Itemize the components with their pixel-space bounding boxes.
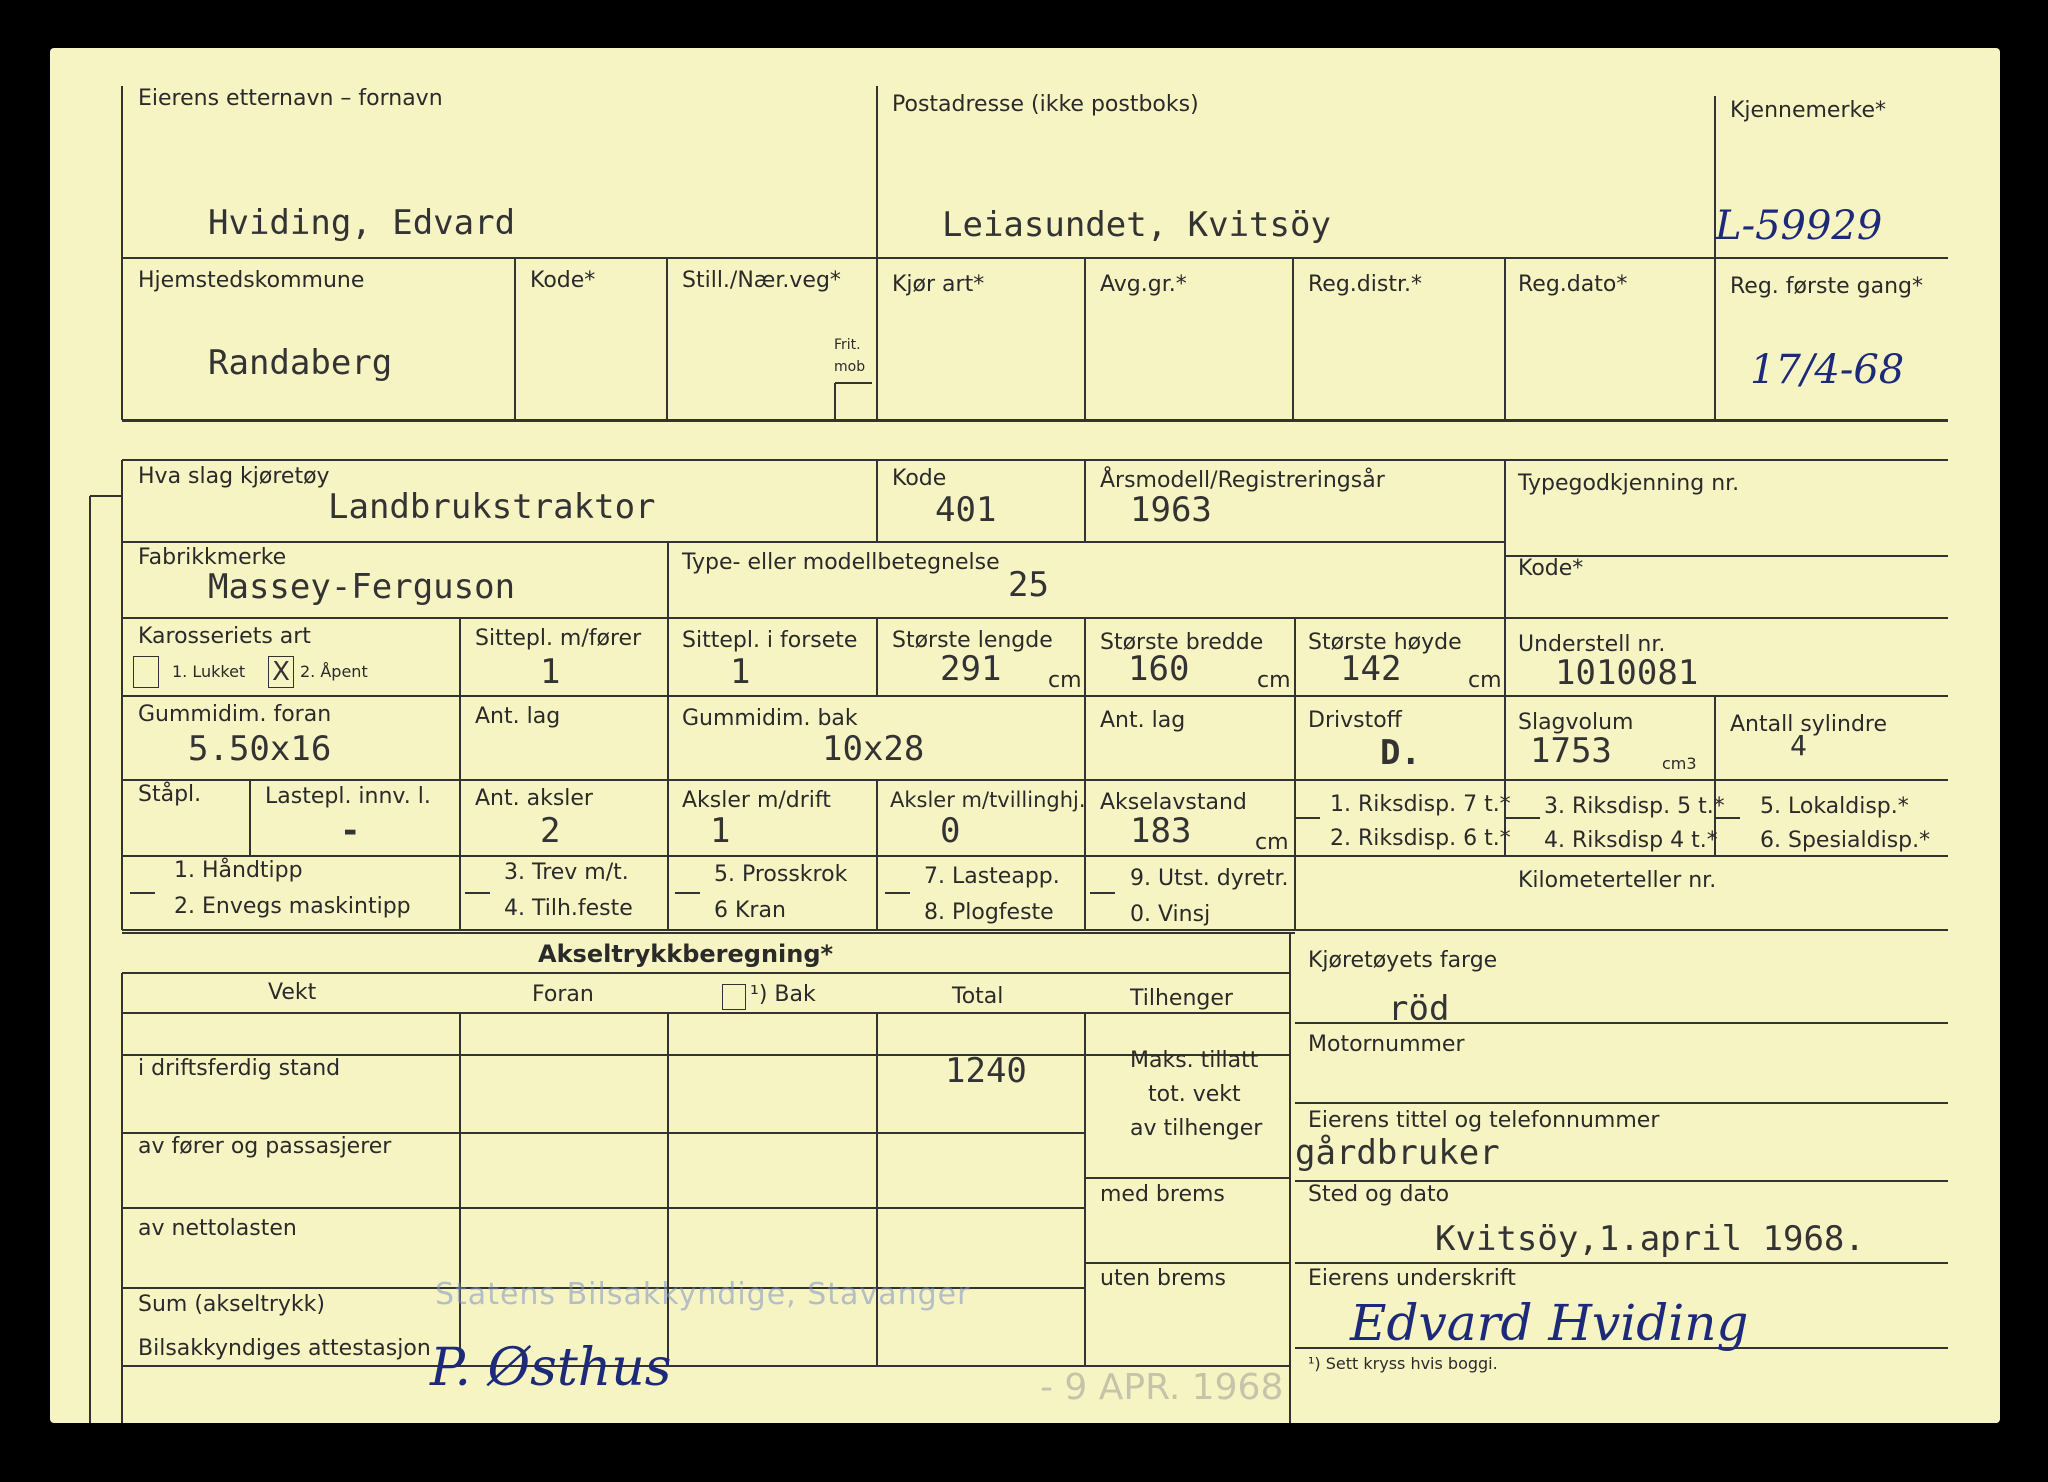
width-value: 160 <box>1128 649 1190 689</box>
sittepl-front-label: Sittepl. i forsete <box>682 628 858 653</box>
karosseri-label: Karosseriets art <box>138 624 311 649</box>
place-value: Kvitsöy,1.april 1968. <box>1435 1219 1865 1259</box>
year-value: 1963 <box>1130 490 1212 530</box>
reg-first-value: 17/4-68 <box>1750 347 1905 393</box>
akselavstand-label: Akselavstand <box>1100 790 1247 815</box>
kode2-label: Kode* <box>1518 556 1584 581</box>
cylinders-label: Antall sylindre <box>1730 712 1888 737</box>
attest-label: Bilsakkyndiges attestasjon <box>138 1336 431 1361</box>
model-value: 25 <box>1008 565 1049 605</box>
maks-line3: av tilhenger <box>1130 1116 1263 1141</box>
owner-sign-label: Eierens underskrift <box>1308 1266 1516 1291</box>
spesialdisp: 6. Spesialdisp.* <box>1760 828 1931 853</box>
maks-line2: tot. vekt <box>1148 1082 1241 1107</box>
footnote: ¹) Sett kryss hvis boggi. <box>1308 1354 1498 1373</box>
maks-line1: Maks. tillatt <box>1130 1048 1259 1073</box>
opt-lasteapp: 7. Lasteapp. <box>924 864 1060 889</box>
col-foran: Foran <box>532 982 594 1007</box>
make-label: Fabrikkmerke <box>138 545 287 570</box>
riksdisp-3: 3. Riksdisp. 5 t.* <box>1544 794 1725 819</box>
vehicle-type-value: Landbrukstraktor <box>328 487 656 527</box>
med-brems: med brems <box>1100 1182 1225 1207</box>
riksdisp-2: 2. Riksdisp. 6 t.* <box>1330 826 1511 851</box>
col-bak: ¹) Bak <box>750 982 816 1007</box>
opt-utst: 9. Utst. dyretr. <box>1130 866 1289 891</box>
inspector-signature: P. Østhus <box>430 1338 672 1398</box>
riksdisp-1: 1. Riksdisp. 7 t.* <box>1330 792 1511 817</box>
lokaldisp: 5. Lokaldisp.* <box>1760 794 1909 819</box>
kommune-value: Randaberg <box>208 343 393 383</box>
owner-name-label: Eierens etternavn – fornavn <box>138 86 443 111</box>
avg-label: Avg.gr.* <box>1100 272 1187 297</box>
tyre-front-label: Gummidim. foran <box>138 702 332 727</box>
lag-label: Ant. lag <box>475 704 561 729</box>
model-label: Type- eller modellbetegnelse <box>682 550 1000 575</box>
plate-label: Kjennemerke* <box>1730 98 1886 123</box>
row-sum: Sum (akseltrykk) <box>138 1292 325 1317</box>
date-stamp: - 9 APR. 1968 <box>1040 1367 1284 1408</box>
volume-unit: cm3 <box>1662 754 1697 773</box>
address-label: Postadresse (ikke postboks) <box>892 92 1199 117</box>
bak-checkbox <box>722 984 746 1010</box>
color-label: Kjøretøyets farge <box>1308 948 1498 973</box>
lukket-checkbox <box>133 656 159 688</box>
length-label: Største lengde <box>892 628 1053 653</box>
volume-label: Slagvolum <box>1518 710 1634 735</box>
reg-first-label: Reg. første gang* <box>1730 274 1924 299</box>
axle-title: Akseltrykkberegning* <box>538 940 834 968</box>
length-unit: cm <box>1048 668 1082 693</box>
akselavstand-unit: cm <box>1255 830 1289 855</box>
col-total: Total <box>952 984 1004 1009</box>
color-value: röd <box>1388 989 1450 1029</box>
understell-label: Understell nr. <box>1518 632 1666 657</box>
vehicle-kode-value: 401 <box>935 490 997 530</box>
height-value: 142 <box>1340 649 1402 689</box>
kjor-art-label: Kjør art* <box>892 272 985 297</box>
owner-title-value: gårdbruker <box>1295 1133 1500 1173</box>
frit-label: Frit. <box>834 337 861 353</box>
length-value: 291 <box>940 649 1002 689</box>
row-forer: av fører og passasjerer <box>138 1134 392 1159</box>
mob-label: mob <box>834 359 866 375</box>
riksdisp-4: 4. Riksdisp 4 t.* <box>1544 828 1718 853</box>
col-vekt: Vekt <box>268 980 317 1005</box>
office-stamp: Statens Bilsakkyndige, Stavanger <box>435 1277 971 1312</box>
drift-value: 1 <box>710 811 731 851</box>
opt-envegs: 2. Envegs maskintipp <box>174 894 411 919</box>
owner-name-value: Hviding, Edvard <box>208 203 516 243</box>
registration-card <box>50 48 2000 1423</box>
kode-label: Kode* <box>530 268 596 293</box>
motor-label: Motornummer <box>1308 1032 1465 1057</box>
opt-tilh: 4. Tilh.feste <box>504 896 633 921</box>
col-tilhenger: Tilhenger <box>1130 986 1233 1011</box>
sittepl-front-value: 1 <box>730 652 751 692</box>
still-label: Still./Nær.veg* <box>682 268 841 293</box>
uten-brems: uten brems <box>1100 1266 1226 1291</box>
width-label: Største bredde <box>1100 630 1264 655</box>
opt-trev: 3. Trev m/t. <box>504 860 629 885</box>
aksler-value: 2 <box>540 811 561 851</box>
lastepl-label: Lastepl. innv. l. <box>265 784 431 809</box>
opt-handtipp: 1. Håndtipp <box>174 858 303 883</box>
opt-prosskrok: 5. Prosskrok <box>714 862 848 887</box>
tyre-rear-label: Gummidim. bak <box>682 706 858 731</box>
make-value: Massey-Ferguson <box>208 567 516 607</box>
height-label: Største høyde <box>1308 630 1462 655</box>
reg-distr-label: Reg.distr.* <box>1308 272 1422 297</box>
opt-vinsj: 0. Vinsj <box>1130 902 1211 927</box>
form-grid-lines <box>50 48 2000 1423</box>
total-weight-value: 1240 <box>945 1051 1027 1091</box>
address-value: Leiasundet, Kvitsöy <box>942 205 1331 245</box>
vehicle-type-label: Hva slag kjøretøy <box>138 464 330 489</box>
drift-label: Aksler m/drift <box>682 788 831 813</box>
vehicle-kode-label: Kode <box>892 466 947 491</box>
typegodkjenning-label: Typegodkjenning nr. <box>1518 471 1740 496</box>
fuel-label: Drivstoff <box>1308 708 1402 733</box>
sittepl-label: Sittepl. m/fører <box>475 626 642 651</box>
place-label: Sted og dato <box>1308 1182 1450 1207</box>
volume-value: 1753 <box>1530 731 1612 771</box>
tyre-rear-value: 10x28 <box>822 729 925 769</box>
tvilling-label: Aksler m/tvillinghj. <box>890 788 1086 812</box>
opt-kran: 6 Kran <box>714 898 786 923</box>
kommune-label: Hjemstedskommune <box>138 268 365 293</box>
height-unit: cm <box>1468 668 1502 693</box>
stapl-label: Ståpl. <box>138 782 202 807</box>
plate-value: L-59929 <box>1715 203 1883 249</box>
aksler-label: Ant. aksler <box>475 786 593 811</box>
row-driftsferdig: i driftsferdig stand <box>138 1056 341 1081</box>
apent-checkbox: X <box>268 656 294 688</box>
year-label: Årsmodell/Registreringsår <box>1100 468 1385 493</box>
width-unit: cm <box>1257 668 1291 693</box>
akselavstand-value: 183 <box>1130 811 1192 851</box>
tyre-front-value: 5.50x16 <box>188 729 332 769</box>
lag2-label: Ant. lag <box>1100 708 1186 733</box>
opt-plogfeste: 8. Plogfeste <box>924 900 1054 925</box>
row-nettolast: av nettolasten <box>138 1216 297 1241</box>
lastepl-value: - <box>340 811 361 851</box>
lukket-label: 1. Lukket <box>172 662 246 681</box>
reg-dato-label: Reg.dato* <box>1518 272 1628 297</box>
cylinders-value: 4 <box>1790 729 1807 762</box>
apent-label: 2. Åpent <box>300 662 368 681</box>
km-label: Kilometerteller nr. <box>1518 868 1717 893</box>
owner-title-label: Eierens tittel og telefonnummer <box>1308 1108 1660 1133</box>
sittepl-value: 1 <box>540 652 561 692</box>
owner-signature: Edvard Hviding <box>1350 1294 1749 1352</box>
fuel-value: D. <box>1380 733 1421 773</box>
tvilling-value: 0 <box>940 811 961 851</box>
understell-value: 1010081 <box>1555 653 1699 693</box>
